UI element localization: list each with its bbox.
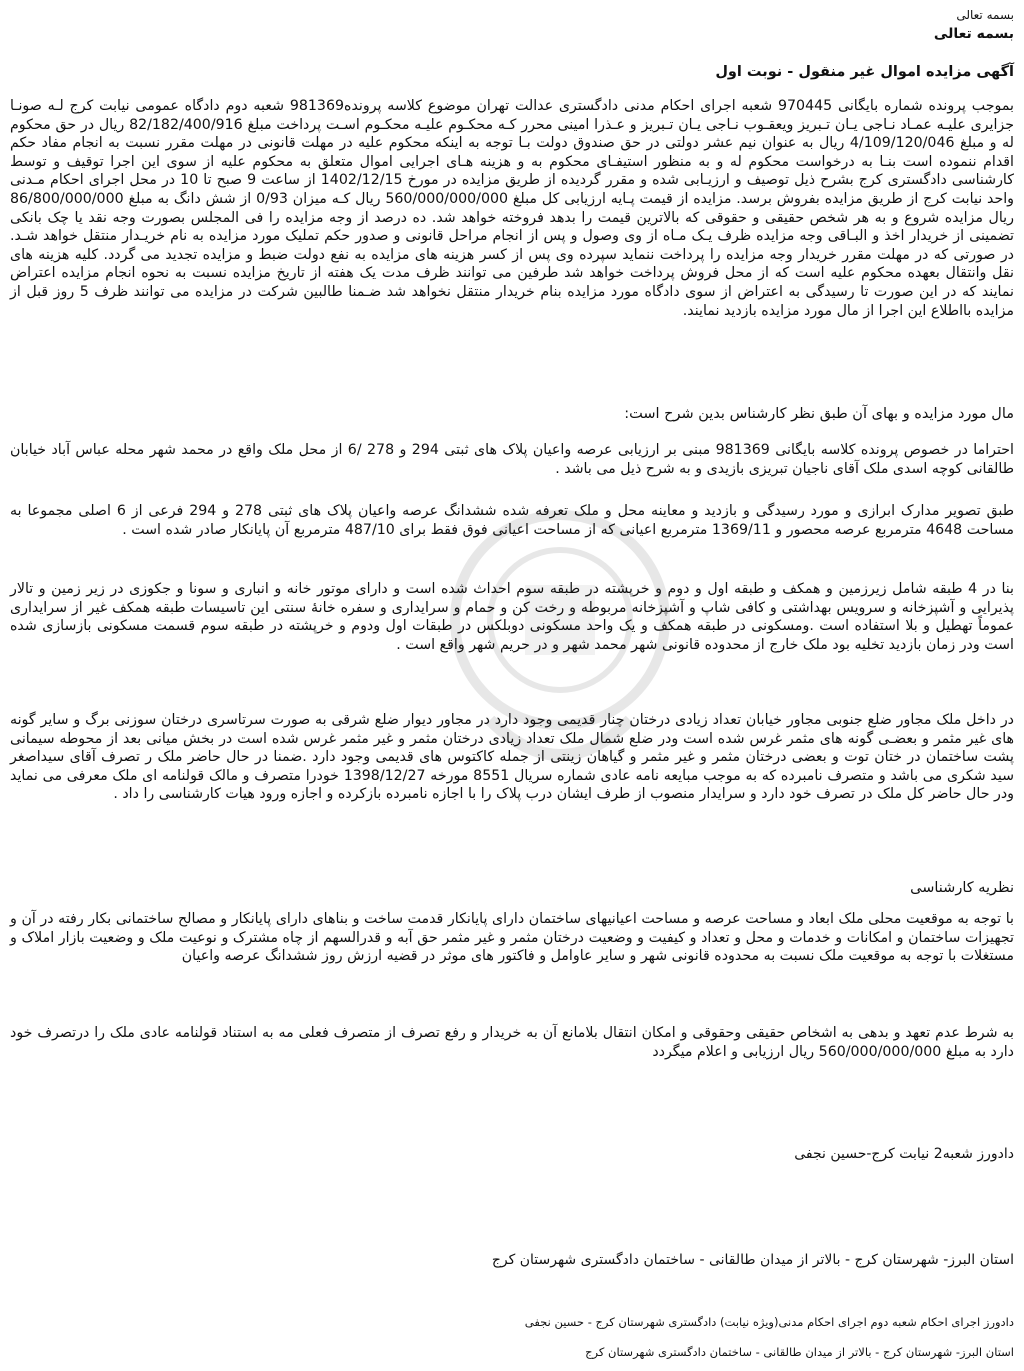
notice-paragraph-2: احتراما در خصوص پرونده کلاسه بایگانی 981369 مبنی بر ارزیابی عرصه واعیان پلاک های ثبتی 294 و 278 /6 از محل ملک واقع در محمد شهر محله عباس آباد خیابان طالقانی کوچه اسدی ملک آقای ناجیان تبریزی بازیدی و به شرح ذیل می باشد . [10, 442, 1014, 477]
notice-paragraph-1: بموجب پرونده شماره بایگانی 970445 شعبه اجرای احکام مدنی دادگستری عدالت تهران موضوع کلاسه پرونده981369 شعبه دوم دادگاه عمومی نیابت کرج لـه صونـا جزایری علیـه عمـاد نـاجی یـان تـبریز ویعقـوب نـاجی یـان تـبریز و عـذرا امینی محرر کـه محکـوم علیـه محکـوم اسـت پرداخت مبلغ 82/182/400/916 ریال در حق محکوم له و مبلغ 4/109/120/046 ریال به عنوان نیم عشر دولتی در حق صندوق دولت بـا توجه به اینکه محکوم علیه در مهلت قانونی در مهلت مقرر نسبت به انجام مفاد حکم اقدام ننموده است بنـا به درخواست محکوم له و به منظور استیفـای محکوم به و هزینه هـای اجرایی اموال متعلق به محکوم علیه از سوی این اجرا توقیف و توسط کارشناسی دادگستری کرج بشرح ذیل توصیف و ارزیـابی شده و مقرر گردیده از طریق مزایده در مورخ 1402/12/15 از ساعت 9 صبح تا 10 در محل اجرای احکام مـدنی واحد نیابت کرج از طریق مزایده بفروش برسد. مزایده از قیمت پـایه ارزیابی کل مبلغ 560/000/000/000 ریال کـه میزان 0/93 از شش دانگ به مبلغ 86/800/000/000 ریال مزایده شروع و به هر شخص حقیقی و حقوقی که بالاترین قیمت را بدهد فروخته خواهد شد. ده درصد از وجه مزایده را فی المجلس بصورت وجه نقد یا چک بانکی تضمینی از خریدار اخذ و البـاقی وجه مزایده ظرف یـک مـاه از وی وصول و پس از انجام مراحل قانونی و صدور حکم تملیک مورد مزایده به نام خریـدار منتقل خواهد شـد. در صورتی که در مهلت مقرر خریدار وجه مزایده را پرداخت ننماید سپرده وی پس از کسر هزینه های مزایده به نفع دولت ضبط و مزایده تجدید می گردد. کلیه هزینه های نقل وانتقال بعهده محکوم علیه است که از محل فروش پرداخت خواهد شد طرفین می توانند ظرف مدت یک هفته از تاریخ مزایده نسبت به نحوه انجام مزایده اعتراض نمایند که در این صورت تا رسیدگی به اعتراض از سوی دادگاه مورد مزایده بنام خریدار منتقل نخواهد شد ضـمنا طالبین شرکت در مزایده می توانند ظرف 5 روز قبل از مزایده بااطلاع این اجرا از مال مورد مزایده بازدید نمایند. [10, 98, 1015, 319]
notice-title: آگهی مزایده اموال غیر منقول - نوبت اول [715, 64, 1014, 80]
address-line: استان البرز- شهرستان کرج - بالاتر از میدان طالقانی - ساختمان دادگستری شهرستان کرج [491, 1252, 1014, 1268]
notice-paragraph-4: بنا در 4 طبقه شامل زیرزمین و همکف و طبقه اول و دوم و خرپشته در طبقه سوم احداث شده است و دارای موتور خانه و انباری و سونا و جکوزی در زیر زمین و تالار پذیرایی و آشپزخانه و سرویس بهداشتی و کافی شاپ و آشپزخانه مربوطه و رخت کن و حمام و سرایداری و سفره خانهٔ سنتی این تاسیسات طبقه همکف غیر از سرایداری عموماً تهطیل و بلا استفاده است .ومسکونی در طبقه همکف و یک واحد مسکونی دوبلکس در طبقات اول ودوم و خرپشته در طبقه سوم قسمت مسکونی بازسازی شده است ودر زمان بازدید تخلیه بود ملک خارج از محدوده قانونی شهر محمد شهر و در حریم شهر واقع است . [10, 581, 1014, 653]
section-heading-expert-opinion: نظریه کارشناسی [910, 880, 1014, 896]
footer-line-2: استان البرز- شهرستان کرج - بالاتر از میدان طالقانی - ساختمان دادگستری شهرستان کرج [585, 1345, 1014, 1359]
notice-paragraph-5: در داخل ملک مجاور ضلع جنوبی مجاور خیابان تعداد زیادی درختان چنار قدیمی وجود دارد در مجاور دیوار ضلع شرقی به صورت سرتاسری درختان سوزنی برگ و سایر گونه های غیر مثمر و بعضـی گونه های مثمر غرس شده است ودر ضلع شمال ملک تعداد زیادی درختان مثمر و غیر مثمر غرس شده است در بخش میانی بعد از محوطه سیمانی پشت ساختمان در ختان توت و بعضی درختان مثمر و غیر مثمر و گیاهان زینتی از جمله کاکتوس های قدیمی وجود دارد .ضمنا در حال حاضر ملک ر تصرف آقای سیداصغر سید شکری می باشد و متصرف نامبرده که به موجب مبایعه نامه عادی شماره سریال 8551 مورخه 1398/12/27 خودرا متصرف و مالک قولنامه ای ملک معرفی می نماید ودر حال حاضر کل ملک در تصرف خود دارد و سرایدار منصوب از طرف ایشان درب پلاک را با اجازه نامبرده بازکرده و اجازه ورود هیات کارشناسی را داد . [10, 712, 1014, 803]
notice-paragraph-7: به شرط عدم تعهد و بدهی به اشخاص حقیقی وحقوقی و امکان انتقال بلامانع آن به خریدار و رفع تصرف از متصرف فعلی مه به استناد قولنامه عادی ملک را درتصرف خود دارد به مبلغ 560/000/000/000 ریال ارزیابی و اعلام میگردد [10, 1025, 1014, 1060]
basmala-small: بسمه تعالی [956, 8, 1014, 22]
section-heading-items: مال مورد مزایده و بهای آن طبق نظر کارشناس بدین شرح است: [624, 406, 1014, 422]
signature-line: دادورز شعبه2 نیابت کرج-حسین نجفی [794, 1146, 1014, 1162]
basmala-heading: بسمه تعالی [933, 26, 1014, 42]
footer-line-1: دادورز اجرای احکام شعبه دوم اجرای احکام مدنی(ویژه نیابت) دادگستری شهرستان کرج - حسین نجفی [524, 1315, 1014, 1329]
notice-paragraph-6: با توجه به موقعیت محلی ملک ابعاد و مساحت عرصه و مساحت اعیانیهای ساختمان دارای پایانکار قدمت ساخت و بناهای دارای پایانکار و مصالح ساختمانی بکار رفته در آن و تجهیزات ساختمان و امکانات و خدمات و محل و تعداد و کیفیت و وضعیت درختان مثمر و غیر مثمر حق آبه و قدرالسهم از چاه مشترک و نوعیت ملک و وضعیت بازار املاک و مستغلات با توجه به موقعیت ملک نسبت به محدوده قانونی شهر و سایر عاوامل و فاکتور های موثر در قضیه ارزش روز ششدانگ عرصه واعیان [10, 911, 1014, 965]
notice-paragraph-3: طبق تصویر مدارک ابرازی و مورد رسیدگی و بازدید و معاینه محل و ملک تعرفه شده ششدانگ عرصه واعیان پلاک های ثبتی 278 و 294 فرعی از 6 اصلی مجموعا به مساحت 4648 مترمربع عرصه محصور و 1369/11 مترمربع اعیانی که از مساحت اعیانی فوق فقط برای 487/10 مترمربع آن پایانکار صادر شده است . [10, 503, 1014, 538]
